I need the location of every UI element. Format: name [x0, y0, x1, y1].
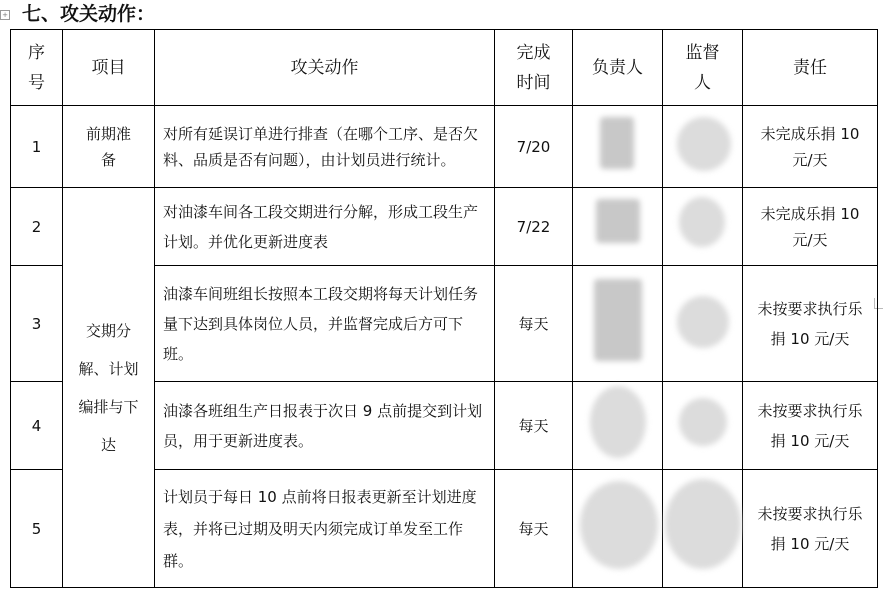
supervisor-redacted [663, 188, 743, 266]
row-time: 7/20 [495, 106, 573, 188]
redaction-blur [671, 113, 735, 173]
header-time: 完成时间 [495, 30, 573, 106]
header-project: 项目 [63, 30, 155, 106]
redaction-blur [586, 275, 650, 365]
row-action: 对所有延误订单进行排查（在哪个工序、是否欠料、品质是否有问题），由计划员进行统计。 [155, 106, 495, 188]
row-action: 计划员于每日 10 点前将日报表更新至计划进度表，并将已过期及明天内须完成订单发至工作群。 [155, 470, 495, 588]
row-time: 7/22 [495, 188, 573, 266]
redaction-blur [671, 392, 735, 452]
owner-redacted [573, 106, 663, 188]
row-duty: 未完成乐捐 10 元/天 [743, 106, 878, 188]
owner-redacted [573, 266, 663, 382]
redaction-blur [586, 384, 650, 460]
supervisor-redacted [663, 106, 743, 188]
row-duty: 未按要求执行乐捐 10 元/天 [743, 266, 878, 382]
row-no: 4 [11, 382, 63, 470]
anchor-marker-icon: + [0, 10, 10, 20]
header-no: 序号 [11, 30, 63, 106]
row-duty: 未按要求执行乐捐 10 元/天 [743, 470, 878, 588]
header-action: 攻关动作 [155, 30, 495, 106]
table-row [11, 188, 878, 266]
redaction-blur [665, 477, 741, 573]
supervisor-redacted [663, 382, 743, 470]
redaction-blur [586, 113, 650, 173]
supervisor-redacted [663, 266, 743, 382]
row-no: 5 [11, 470, 63, 588]
row-time: 每天 [495, 470, 573, 588]
header-duty: 责任 [743, 30, 878, 106]
row-project: 交期分解、计划编排与下达 [63, 188, 155, 588]
row-duty: 未按要求执行乐捐 10 元/天 [743, 382, 878, 470]
row-no: 2 [11, 188, 63, 266]
supervisor-redacted [663, 470, 743, 588]
row-time: 每天 [495, 382, 573, 470]
row-time: 每天 [495, 266, 573, 382]
redaction-blur [578, 477, 658, 573]
owner-redacted [573, 470, 663, 588]
row-no: 3 [11, 266, 63, 382]
header-owner: 负责人 [573, 30, 663, 106]
table-header-row [11, 30, 878, 106]
owner-redacted [573, 188, 663, 266]
section-heading: 七、攻关动作： [22, 3, 156, 25]
redaction-blur [671, 193, 735, 253]
row-no: 1 [11, 106, 63, 188]
row-duty: 未完成乐捐 10 元/天 [743, 188, 878, 266]
row-action: 油漆各班组生产日报表于次日 9 点前提交到计划员，用于更新进度表。 [155, 382, 495, 470]
owner-redacted [573, 382, 663, 470]
table-row [11, 106, 878, 188]
header-supervisor: 监督人 [663, 30, 743, 106]
row-action: 对油漆车间各工段交期进行分解，形成工段生产计划。并优化更新进度表 [155, 188, 495, 266]
row-action: 油漆车间班组长按照本工段交期将每天计划任务量下达到具体岗位人员，并监督完成后方可下班。 [155, 266, 495, 382]
redaction-blur [586, 193, 650, 253]
action-plan-table [10, 29, 878, 588]
redaction-blur [671, 290, 735, 350]
row-project: 前期准备 [63, 106, 155, 188]
